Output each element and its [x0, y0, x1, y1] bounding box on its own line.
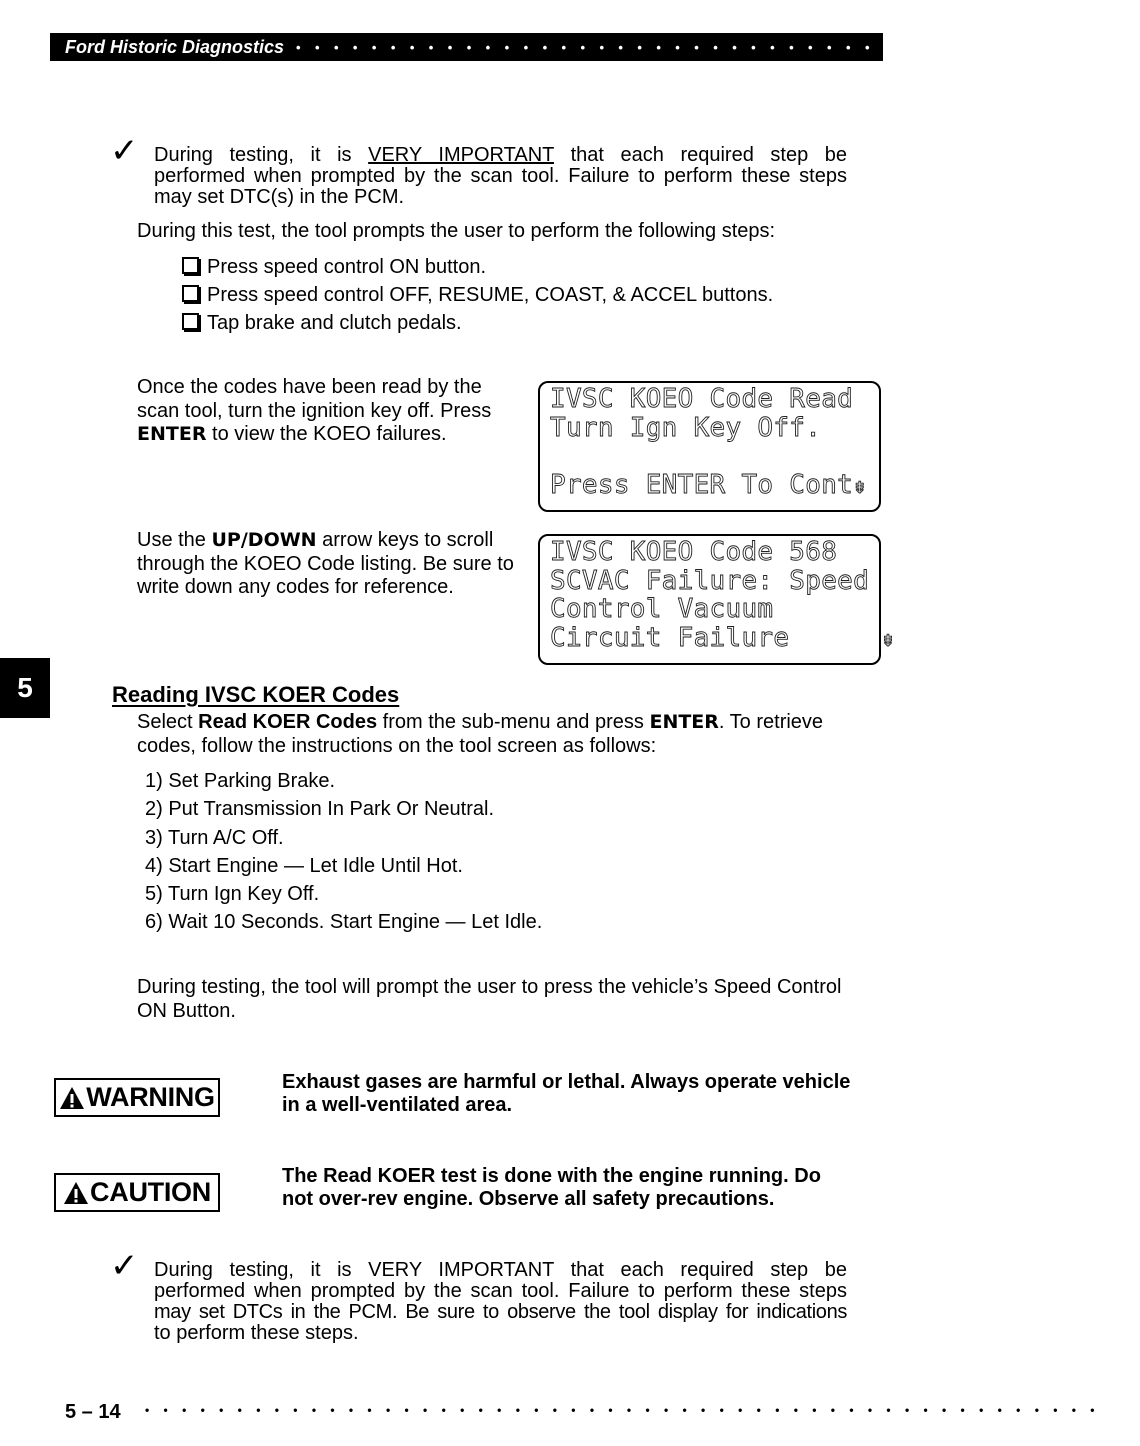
paragraph-line: write down any codes for reference. [137, 576, 454, 598]
page-number: 5 – 14 [65, 1401, 121, 1423]
key-name: ENTER [137, 423, 207, 445]
scroll-arrow-icon: ⇟ [853, 473, 867, 499]
caution-label [54, 1173, 220, 1212]
paragraph-text: . To retrieve [718, 711, 824, 733]
note-line: may set DTC(s) in the PCM. [154, 186, 405, 208]
screen-line: SCVAC Failure: Speed [550, 565, 870, 596]
scroll-arrow-icon: ⇟ [881, 626, 895, 652]
header-dots: • • • • • • • • • • • • • • • • • • • • • • • • • • • • • • • • • • • • • • • • • • • • • [296, 39, 1140, 55]
warning-label [54, 1078, 220, 1117]
paragraph-line: Once the codes have been read by the [137, 376, 482, 398]
list-item: 4) Start Engine — Let Idle Until Hot. [145, 855, 463, 877]
checkbox-icon [182, 313, 199, 330]
paragraph-line: through the KOEO Code listing. Be sure to [137, 552, 514, 575]
step-label: Press speed control OFF, RESUME, COAST, & ACCEL buttons. [207, 284, 774, 306]
screen-line: Control Vacuum [550, 594, 774, 625]
scan-tool-screen [538, 381, 881, 512]
note-line: may set DTCs in the PCM. Be sure to observe the tool display for indications [154, 1301, 847, 1323]
paragraph-line: scan tool, turn the ignition key off. Press [137, 399, 492, 422]
section-title: Reading IVSC KOER Codes [112, 682, 400, 707]
warning-label-text: WARNING [86, 1082, 215, 1112]
scroll-paragraph [137, 529, 532, 600]
chapter-tab: 5 [0, 658, 50, 718]
key-name: UP/DOWN [211, 529, 317, 551]
koeo-paragraph [137, 376, 527, 447]
screen-text: Circuit Failure [550, 622, 790, 653]
note-line: to perform these steps. [154, 1322, 359, 1344]
paragraph-text: Select [137, 711, 193, 733]
paragraph-line [137, 711, 877, 735]
paragraph-line [137, 423, 527, 447]
menu-item-name: Read KOER Codes [198, 711, 378, 733]
warning-triangle-icon [59, 1086, 85, 1110]
caution-text [282, 1165, 882, 1211]
screen-line [550, 622, 895, 653]
checkmark-icon: ✓ [110, 1246, 139, 1286]
caution-triangle-icon [63, 1181, 89, 1205]
important-note [154, 145, 847, 208]
caution-line: not over-rev engine. Observe all safety precautions. [282, 1188, 775, 1210]
paragraph-line [137, 529, 532, 553]
paragraph-text: Use the [137, 529, 206, 551]
caution-line: The Read KOER test is done with the engine running. Do [282, 1165, 821, 1187]
paragraph-text: arrow keys to scroll [322, 529, 494, 551]
note-line [154, 145, 847, 166]
list-item: 3) Turn A/C Off. [145, 827, 284, 849]
footer-dots: • • • • • • • • • • • • • • • • • • • • • • • • • • • • • • • • • • • • • • • • • • • • • • • • • • • • [145, 1403, 1100, 1417]
speed-control-prompt [137, 976, 897, 1023]
list-item: 5) Turn Ign Key Off. [145, 883, 320, 905]
note-line: During testing, it is VERY IMPORTANT that each required step be [154, 1259, 847, 1281]
screen-line [550, 442, 869, 471]
screen-line: Turn Ign Key Off. [550, 412, 822, 443]
important-note [154, 1260, 847, 1344]
list-item: 6) Wait 10 Seconds. Start Engine — Let Idle. [145, 911, 543, 933]
paragraph-line: During testing, the tool will prompt the user to press the vehicle’s Speed Control [137, 976, 842, 998]
step-item [182, 283, 773, 307]
checkbox-icon [182, 285, 199, 302]
screen-line [550, 471, 869, 500]
key-name: ENTER [649, 711, 719, 733]
paragraph-line: ON Button. [137, 999, 236, 1022]
note-text: During testing, it is [154, 144, 352, 166]
paragraph-text: to view the KOEO failures. [212, 423, 447, 445]
note-text: that each required step be [570, 144, 847, 166]
paragraph-line: codes, follow the instructions on the tool screen as follows: [137, 734, 657, 757]
note-emphasis: VERY IMPORTANT [368, 144, 554, 166]
screen-line: IVSC KOEO Code Read [550, 384, 854, 414]
checkbox-icon [182, 257, 199, 274]
checkmark-icon: ✓ [110, 131, 139, 171]
warning-line: in a well-ventilated area. [282, 1094, 513, 1116]
screen-text: Press ENTER To Cont [550, 469, 854, 500]
step-item [182, 255, 486, 279]
note-line: performed when prompted by the scan tool. Failure to perform these steps [154, 1280, 847, 1302]
step-label: Tap brake and clutch pedals. [207, 312, 462, 334]
list-item: 2) Put Transmission In Park Or Neutral. [145, 798, 495, 820]
prompt-intro: During this test, the tool prompts the user to perform the following steps: [137, 220, 776, 242]
caution-label-text: CAUTION [90, 1177, 211, 1207]
note-line: performed when prompted by the scan tool. Failure to perform these steps [154, 165, 847, 187]
header-title: Ford Historic Diagnostics [65, 36, 285, 57]
warning-text [282, 1071, 882, 1117]
screen-line: IVSC KOEO Code 568 [550, 537, 838, 567]
section-intro [137, 711, 877, 758]
scan-tool-screen [538, 534, 895, 665]
step-label: Press speed control ON button. [207, 256, 487, 278]
step-item [182, 311, 462, 335]
header-bar [50, 33, 1140, 61]
list-item: 1) Set Parking Brake. [145, 770, 336, 792]
paragraph-text: from the sub-menu and press [382, 711, 644, 733]
warning-line: Exhaust gases are harmful or lethal. Always operate vehicle [282, 1071, 851, 1093]
